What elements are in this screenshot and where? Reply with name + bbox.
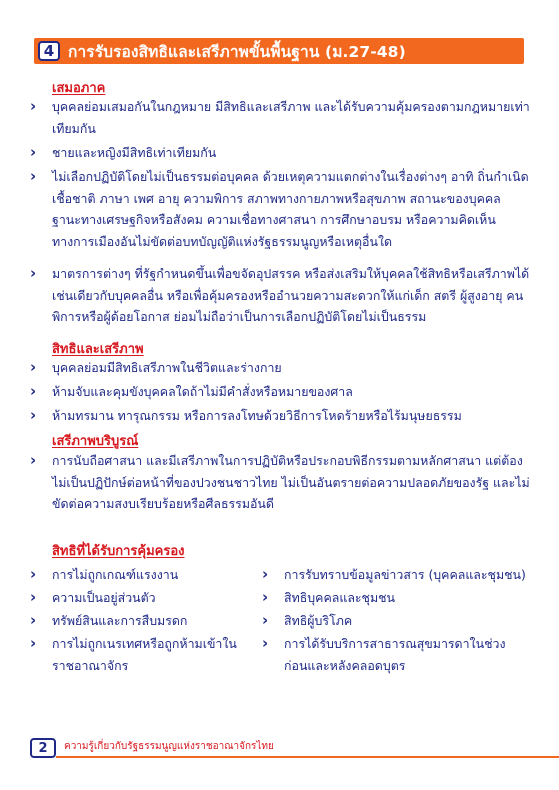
list-item-text: บุคคลย่อมมีสิทธิเสรีภาพในชีวิตและร่างกาย (52, 360, 282, 375)
chevron-right-icon: › (30, 565, 37, 583)
list-item-text: การไม่ถูกเนรเทศหรือถูกห้ามเข้าในราชอาณาจักร (52, 636, 237, 673)
list-item-text: การรับทราบข้อมูลข่าวสาร (บุคคลและชุมชน) (284, 567, 526, 582)
footer-divider (56, 756, 559, 758)
list-item-text: ห้ามทรมาน ทารุณกรรม หรือการลงโทษด้วยวิธีการโหดร้ายหรือไร้มนุษยธรรม (52, 408, 462, 423)
list-item (30, 263, 530, 328)
list-item-text: ทรัพย์สินและการสืบมรดก (52, 613, 188, 628)
section-title: การรับรองสิทธิและเสรีภาพขั้นพื้นฐาน (ม.27-48) (68, 42, 406, 61)
chevron-right-icon: › (30, 451, 37, 469)
list-item-text: ห้ามจับและคุมขังบุคคลใดถ้าไม่มีคำสั่งหรือหมายของศาล (52, 384, 353, 399)
list-item (30, 610, 280, 632)
list-item-text: สิทธิบุคคลและชุมชน (284, 590, 396, 605)
chevron-right-icon: › (262, 588, 269, 606)
chevron-right-icon: › (30, 611, 37, 629)
chevron-right-icon: › (262, 634, 269, 652)
heading-equality: เสมอภาค (52, 81, 106, 96)
heading-freedom: เสรีภาพบริบูรณ์ (52, 434, 139, 449)
list-item (30, 633, 255, 677)
list-item (30, 381, 530, 403)
list-item-text: มาตรการต่างๆ ที่รัฐกำหนดขึ้นเพื่อขจัดอุปสรรค หรือส่งเสริมให้บุคคลใช้สิทธิหรือเสรีภาพได้เช่นเดียวกับบุคคลอื่น หรือเพื่อคุ้มครองหรืออำนวยความสะดวกให้แก่เด็ก สตรี ผู้สูงอายุ คนพิการหรือผู้ด้อยโอกาส ย่อมไม่ถือว่าเป็นการเลือกปฏิบัติโดยไม่เป็นธรรม (52, 266, 530, 324)
list-item (30, 564, 280, 586)
list-item-text: การนับถือศาสนา และมีเสรีภาพในการปฏิบัติหรือประกอบพิธีกรรมตามหลักศาสนา แต่ต้องไม่เป็นปฏิปักษ์ต่อหน้าที่ของปวงชนชาวไทย ไม่เป็นอันตรายต่อความปลอดภัยของรัฐ และไม่ขัดต่อความสงบเรียบร้อยหรือศีลธรรมอันดี (52, 453, 530, 511)
list-item (30, 450, 530, 515)
list-item (262, 587, 512, 609)
list-item (30, 166, 530, 252)
chevron-right-icon: › (30, 382, 37, 400)
list-item (30, 405, 530, 427)
chevron-right-icon: › (30, 143, 37, 161)
chevron-right-icon: › (262, 611, 269, 629)
list-item (262, 610, 512, 632)
list-item-text: การได้รับบริการสาธารณสุขมารดาในช่วงก่อนและหลังคลอดบุตร (284, 636, 506, 673)
section-banner (34, 38, 524, 64)
list-item (30, 587, 280, 609)
list-item-text: ไม่เลือกปฏิบัติโดยไม่เป็นธรรมต่อบุคคล ด้วยเหตุความแตกต่างในเรื่องต่างๆ อาทิ ถิ่นกำเนิด เชื้อชาติ ภาษา เพศ อายุ ความพิการ สภาพทางกายภาพหรือสุขภาพ สถานะของบุคคล ฐานะทางเศรษฐกิจหรือสังคม ความเชื่อทางศาสนา การศึกษาอบรม หรือความคิดเห็นทางการเมืองอันไม่ขัดต่อบทบัญญัติแห่งรัฐธรรมนูญหรือเหตุอื่นใด (52, 169, 529, 249)
chevron-right-icon: › (30, 634, 37, 652)
chevron-right-icon: › (262, 565, 269, 583)
chevron-right-icon: › (30, 97, 37, 115)
list-item (30, 357, 530, 379)
page-number: 2 (30, 738, 56, 758)
list-item (30, 142, 530, 164)
list-item (262, 564, 537, 586)
chevron-right-icon: › (30, 406, 37, 424)
list-item-text: การไม่ถูกเกณฑ์แรงงาน (52, 567, 179, 582)
footer-title: ความรู้เกี่ยวกับรัฐธรรมนูญแห่งราชอาณาจักรไทย (64, 741, 274, 752)
list-item-text: ความเป็นอยู่ส่วนตัว (52, 590, 156, 605)
chevron-right-icon: › (30, 264, 37, 282)
list-item (262, 633, 512, 677)
heading-protected: สิทธิที่ได้รับการคุ้มครอง (52, 544, 185, 559)
list-item-text: สิทธิผู้บริโภค (284, 613, 353, 628)
chevron-right-icon: › (30, 167, 37, 185)
chevron-right-icon: › (30, 588, 37, 606)
heading-rights: สิทธิและเสรีภาพ (52, 342, 144, 357)
list-item-text: ชายและหญิงมีสิทธิเท่าเทียมกัน (52, 145, 217, 160)
list-item-text: บุคคลย่อมเสมอกันในกฎหมาย มีสิทธิและเสรีภาพ และได้รับความคุ้มครองตามกฎหมายเท่าเทียมกัน (52, 99, 530, 136)
list-item (30, 96, 530, 139)
chevron-right-icon: › (30, 358, 37, 376)
section-number-badge: 4 (38, 41, 60, 61)
